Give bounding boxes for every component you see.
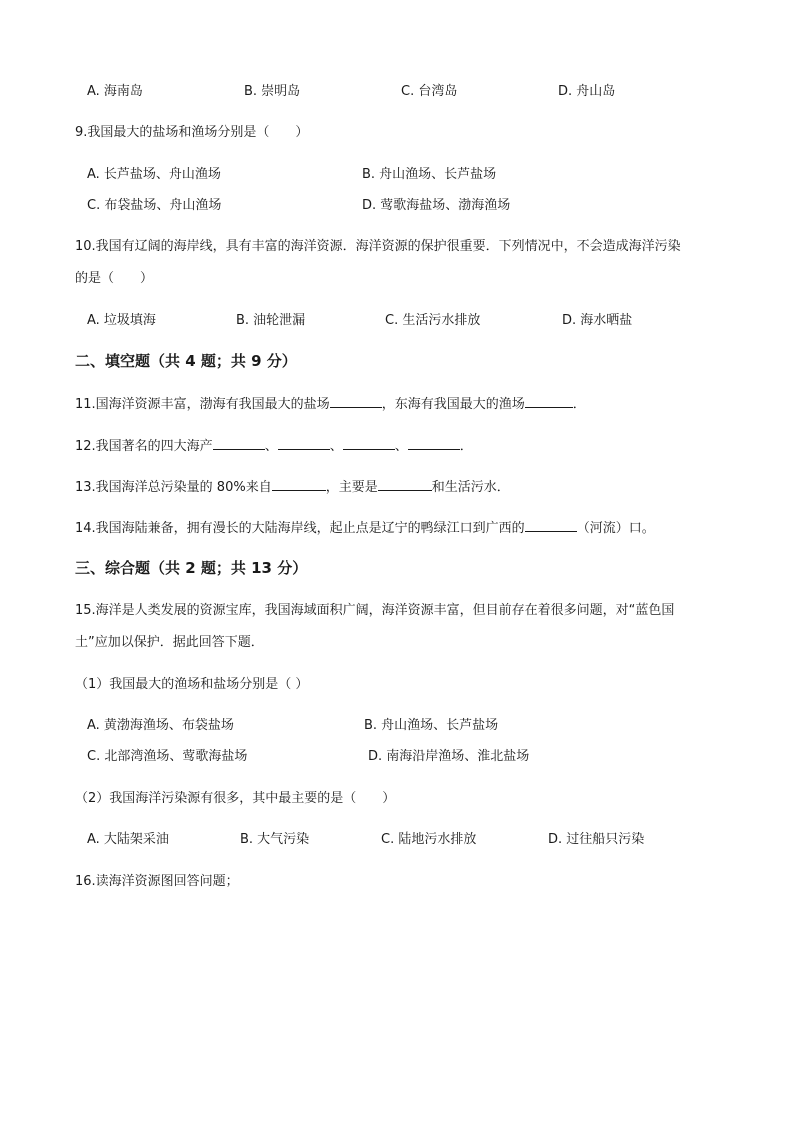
q13-text-2: ，主要是 <box>325 480 378 495</box>
q13-line <box>75 478 510 497</box>
q8-option-d: D. 舟山岛 <box>558 84 616 99</box>
q8-option-a: A. 海南岛 <box>87 84 143 99</box>
q15-sub1-option-c: C. 北部湾渔场、莺歌海盐场 <box>87 749 248 764</box>
answer-blank[interactable] <box>378 478 432 491</box>
q13-text-3: 和生活污水． <box>431 480 510 495</box>
q15-sub1-stem: （1）我国最大的渔场和盐场分别是（ ） <box>75 677 309 692</box>
q9-option-c: C. 布袋盐场、舟山渔场 <box>87 198 222 213</box>
q15-sub2-option-b: B. 大气污染 <box>240 832 310 847</box>
section-fill-in-title: 二、填空题（共 4 题；共 9 分） <box>75 352 297 370</box>
q8-option-b: B. 崇明岛 <box>244 84 301 99</box>
q15-sub1-option-b: B. 舟山渔场、长芦盐场 <box>364 718 499 733</box>
q9-stem: 9.我国最大的盐场和渔场分别是（ ） <box>75 125 309 140</box>
answer-blank[interactable] <box>343 437 395 450</box>
q15-stem-line2: 土”应加以保护．据此回答下题． <box>75 635 264 650</box>
q15-sub2-option-d: D. 过往船只污染 <box>548 832 645 847</box>
answer-blank[interactable] <box>525 395 573 408</box>
answer-blank[interactable] <box>278 437 330 450</box>
q10-option-c: C. 生活污水排放 <box>385 313 481 328</box>
q11-text-3: ． <box>572 397 586 412</box>
q10-option-b: B. 油轮泄漏 <box>236 313 306 328</box>
q8-option-c: C. 台湾岛 <box>401 84 458 99</box>
q12-end: ． <box>459 439 473 454</box>
q11-text-2: ，东海有我国最大的渔场 <box>381 397 525 412</box>
q14-text-1: 14.我国海陆兼备，拥有漫长的大陆海岸线，起止点是辽宁的鸭绿江口到广西的 <box>75 521 525 536</box>
q11-text-1: 11.国海洋资源丰富，渤海有我国最大的盐场 <box>75 397 330 412</box>
q14-line <box>75 519 655 538</box>
q10-option-d: D. 海水晒盐 <box>562 313 633 328</box>
q9-option-a: A. 长芦盐场、舟山渔场 <box>87 167 221 182</box>
q12-sep: 、 <box>394 439 408 454</box>
answer-blank[interactable] <box>525 519 577 532</box>
q15-sub1-option-a: A. 黄渤海渔场、布袋盐场 <box>87 718 234 733</box>
q12-text-1: 12.我国著名的四大海产 <box>75 439 213 454</box>
q15-sub1-option-d: D. 南海沿岸渔场、淮北盐场 <box>368 749 530 764</box>
q10-stem-line2: 的是（ ） <box>75 271 154 286</box>
q9-option-d: D. 莺歌海盐场、渤海渔场 <box>362 198 511 213</box>
answer-blank[interactable] <box>408 437 460 450</box>
q16-stem: 16.读海洋资源图回答问题； <box>75 874 239 889</box>
q11-line <box>75 395 586 414</box>
section-comprehensive-title: 三、综合题（共 2 题；共 13 分） <box>75 559 308 577</box>
q12-sep: 、 <box>264 439 278 454</box>
q10-stem-line1: 10.我国有辽阔的海岸线，具有丰富的海洋资源．海洋资源的保护很重要．下列情况中，不会造成海洋污染 <box>75 239 681 254</box>
q12-sep: 、 <box>329 439 343 454</box>
q15-sub2-option-c: C. 陆地污水排放 <box>381 832 477 847</box>
q13-text-1: 13.我国海洋总污染量的 80%来自 <box>75 480 272 495</box>
q9-option-b: B. 舟山渔场、长芦盐场 <box>362 167 497 182</box>
answer-blank[interactable] <box>330 395 382 408</box>
answer-blank[interactable] <box>272 478 326 491</box>
q12-line <box>75 437 473 456</box>
q10-option-a: A. 垃圾填海 <box>87 313 156 328</box>
q15-sub2-stem: （2）我国海洋污染源有很多，其中最主要的是（ ） <box>75 791 396 806</box>
q15-sub2-option-a: A. 大陆架采油 <box>87 832 169 847</box>
answer-blank[interactable] <box>213 437 265 450</box>
q14-text-2: （河流）口。 <box>576 521 655 536</box>
q15-stem-line1: 15.海洋是人类发展的资源宝库，我国海域面积广阔，海洋资源丰富，但目前存在着很多问题，对“蓝色国 <box>75 603 675 618</box>
